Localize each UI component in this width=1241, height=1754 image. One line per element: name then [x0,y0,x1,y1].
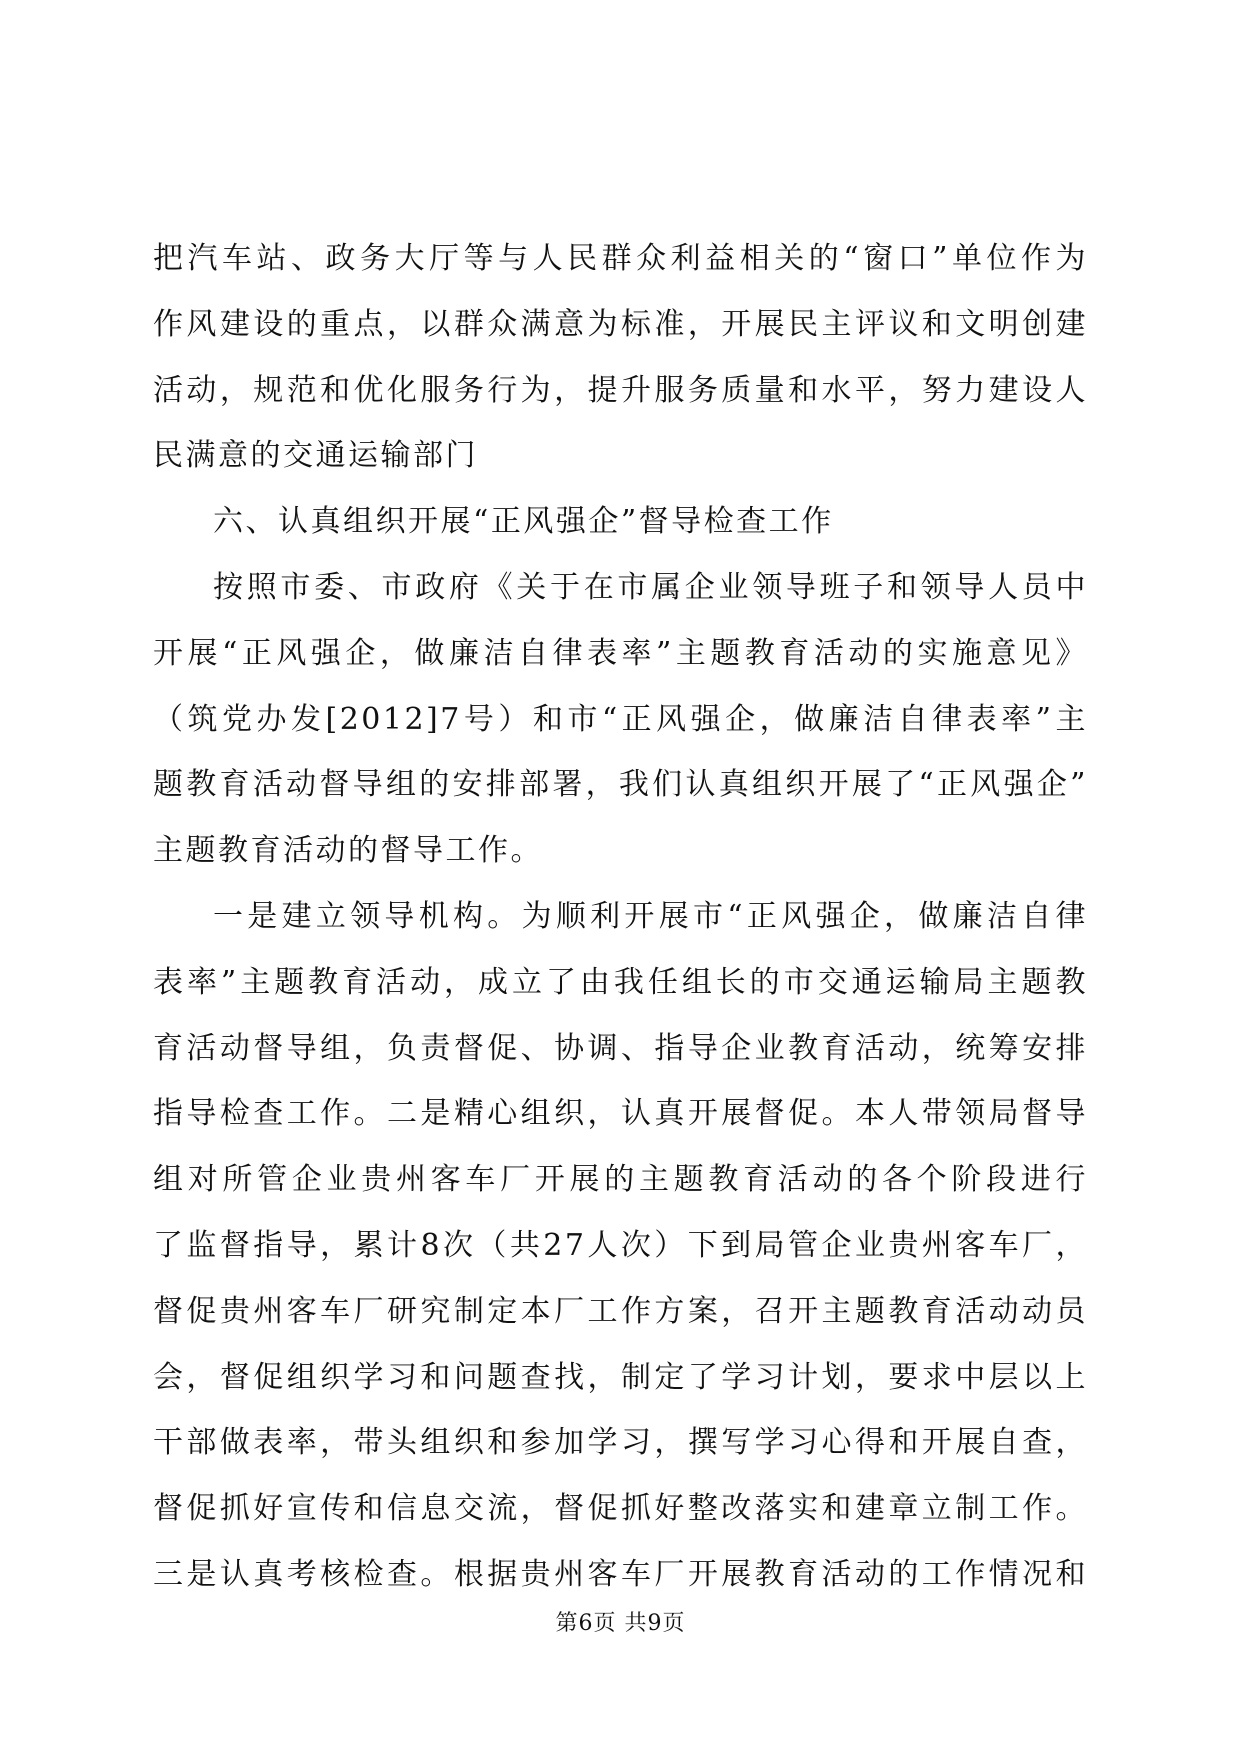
body-line-3: 活动，规范和优化服务行为，提升服务质量和水平，努力建设人 [153,372,1088,408]
body-line-18: 会，督促组织学习和问题查找，制定了学习计划，要求中层以上 [153,1359,1088,1395]
body-line-20: 督促抓好宣传和信息交流，督促抓好整改落实和建章立制工作。 [153,1491,1088,1527]
body-line-7: 开展“正风强企，做廉洁自律表率”主题教育活动的实施意见》 [153,635,1088,671]
body-line-15: 组对所管企业贵州客车厂开展的主题教育活动的各个阶段进行 [153,1162,1088,1198]
document-body [153,226,1088,1608]
body-line-1: 把汽车站、政务大厅等与人民群众利益相关的“窗口”单位作为 [153,241,1088,276]
body-line-2: 作风建设的重点，以群众满意为标准，开展民主评议和文明创建 [153,306,1088,342]
section-heading: 六、认真组织开展“正风强企”督导检查工作 [213,504,834,540]
page-number-label: 第6页 共9页 [555,1611,686,1636]
body-line-12: 表率”主题教育活动，成立了由我任组长的市交通运输局主题教 [153,964,1088,1000]
body-line-10: 主题教育活动的督导工作。 [153,833,543,869]
body-line-11: 一是建立领导机构。为顺利开展市“正风强企，做廉洁自律 [213,898,1088,934]
page-footer [0,1606,1241,1637]
body-line-13: 育活动督导组，负责督促、协调、指导企业教育活动，统筹安排 [153,1030,1088,1066]
body-line-8: （筑党办发[2012]7号）和市“正风强企，做廉洁自律表率”主 [153,701,1088,737]
body-line-17: 督促贵州客车厂研究制定本厂工作方案，召开主题教育活动动员 [153,1293,1088,1329]
body-line-19: 干部做表率，带头组织和参加学习，撰写学习心得和开展自查， [153,1425,1088,1461]
body-line-4: 民满意的交通运输部门 [153,438,478,474]
body-line-21: 三是认真考核检查。根据贵州客车厂开展教育活动的工作情况和 [153,1556,1088,1592]
body-line-9: 题教育活动督导组的安排部署，我们认真组织开展了“正风强企” [153,767,1088,803]
body-line-16: 了监督指导，累计8次（共27人次）下到局管企业贵州客车厂， [153,1227,1088,1263]
body-line-6: 按照市委、市政府《关于在市属企业领导班子和领导人员中 [213,569,1088,605]
body-line-14: 指导检查工作。二是精心组织，认真开展督促。本人带领局督导 [153,1096,1088,1132]
